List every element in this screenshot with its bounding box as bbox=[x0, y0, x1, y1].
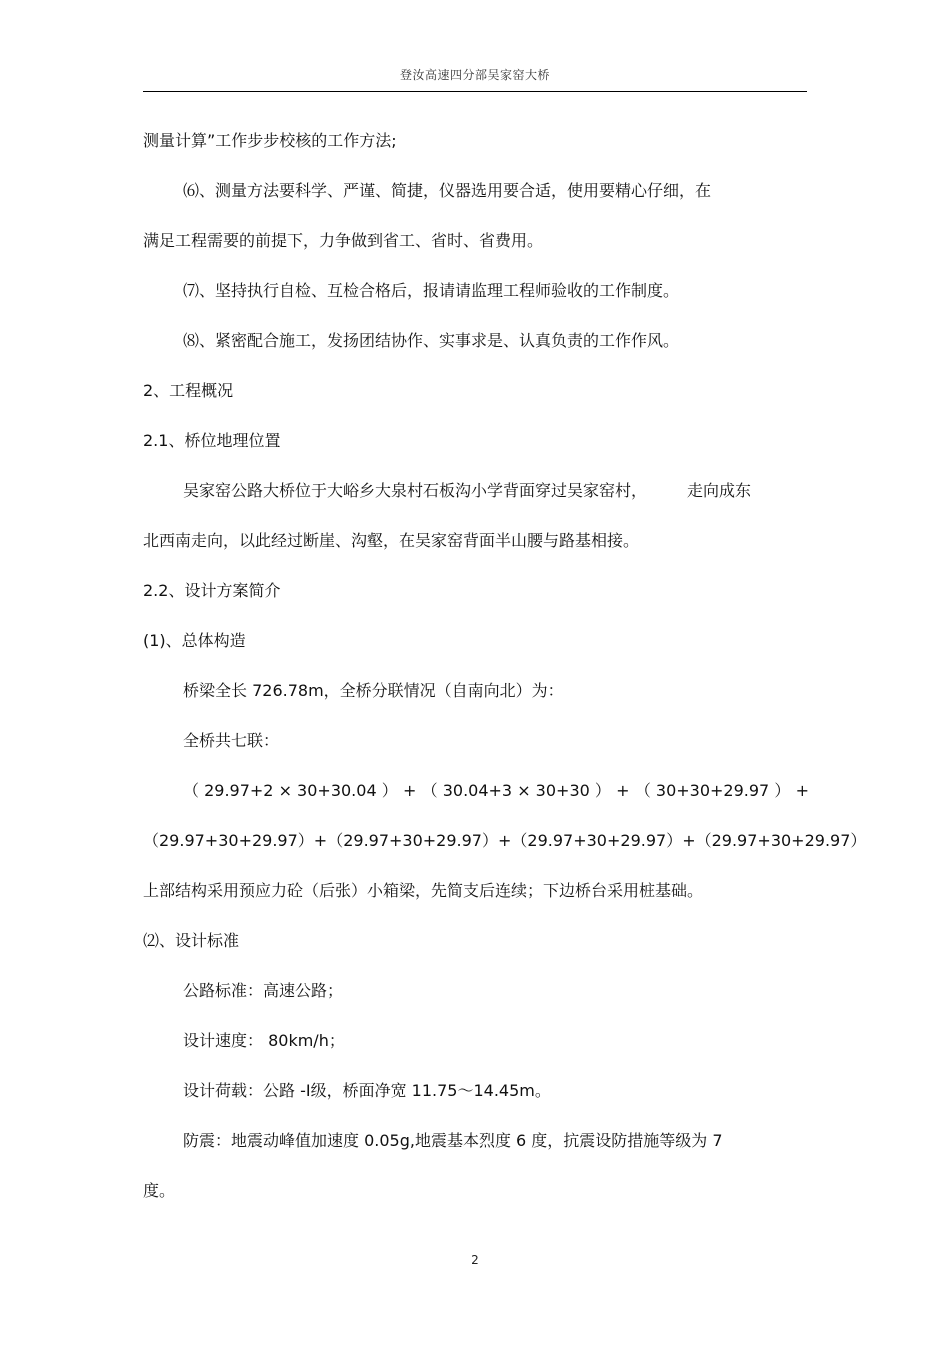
item-heading: (1)、总体构造 bbox=[143, 631, 246, 650]
paragraph-line bbox=[183, 481, 751, 501]
paragraph-line: 满足工程需要的前提下，力争做到省工、省时、省费用。 bbox=[143, 231, 544, 250]
formula-term: +（29.97+30+29.97） bbox=[682, 831, 867, 850]
paragraph-line: ⑻、紧密配合施工，发扬团结协作、实事求是、认真负责的工作作风。 bbox=[183, 331, 680, 350]
formula-term: +（29.97+30+29.97） bbox=[313, 831, 498, 850]
paragraph-line: 桥梁全长 726.78m，全桥分联情况（自南向北）为： bbox=[183, 681, 564, 700]
paragraph-line: 防震：地震动峰值加速度 0.05g,地震基本烈度 6 度，抗震设防措施等级为 7 bbox=[183, 1131, 723, 1150]
formula-term: +（29.97+30+29.97） bbox=[498, 831, 683, 850]
paragraph-line: 北西南走向，以此经过断崖、沟壑，在吴家窑背面半山腰与路基相接。 bbox=[143, 531, 640, 550]
paragraph-text: 走向成东 bbox=[687, 481, 752, 500]
paragraph-line: ⑹、测量方法要科学、严谨、简捷，仪器选用要合适，使用要精心仔细，在 bbox=[183, 181, 712, 200]
formula-operator: + bbox=[402, 781, 417, 800]
paragraph-line: 公路标准：高速公路； bbox=[183, 981, 344, 1000]
paragraph-line: ⑺、坚持执行自检、互检合格后，报请请监理工程师验收的工作制度。 bbox=[183, 281, 680, 300]
paragraph-line: 度。 bbox=[143, 1181, 176, 1200]
section-heading: 2、工程概况 bbox=[143, 381, 234, 400]
paragraph-text: 吴家窑公路大桥位于大峪乡大泉村石板沟小学背面穿过吴家窑村， bbox=[183, 481, 648, 500]
paragraph-line: 全桥共七联： bbox=[183, 731, 280, 750]
item-heading: ⑵、设计标准 bbox=[143, 931, 240, 950]
subsection-heading: 2.2、设计方案简介 bbox=[143, 581, 281, 600]
paragraph-line: 设计速度： 80km/h； bbox=[183, 1031, 345, 1050]
formula-operator: + bbox=[616, 781, 630, 800]
header-divider bbox=[143, 91, 807, 92]
subsection-heading: 2.1、桥位地理位置 bbox=[143, 431, 281, 450]
paragraph-line: 上部结构采用预应力砼（后张）小箱梁，先简支后连续；下边桥台采用桩基础。 bbox=[143, 881, 704, 900]
span-formula-row-1 bbox=[183, 781, 809, 801]
running-header: 登汝高速四分部吴家窑大桥 bbox=[399, 68, 550, 82]
formula-term: （ 30.04+3 × 30+30 ） bbox=[421, 781, 611, 800]
formula-term: （ 29.97+2 × 30+30.04 ） bbox=[183, 781, 398, 800]
span-formula-row-2 bbox=[143, 831, 867, 851]
paragraph-line: 设计荷载：公路 -Ⅰ级，桥面净宽 11.75～14.45m。 bbox=[183, 1081, 551, 1100]
paragraph-line: 测量计算”工作步步校核的工作方法; bbox=[143, 131, 397, 150]
formula-term: （ 30+30+29.97 ） bbox=[634, 781, 791, 800]
formula-operator: + bbox=[795, 781, 809, 800]
formula-term: （29.97+30+29.97） bbox=[143, 831, 314, 850]
page-number: 2 bbox=[471, 1253, 479, 1267]
